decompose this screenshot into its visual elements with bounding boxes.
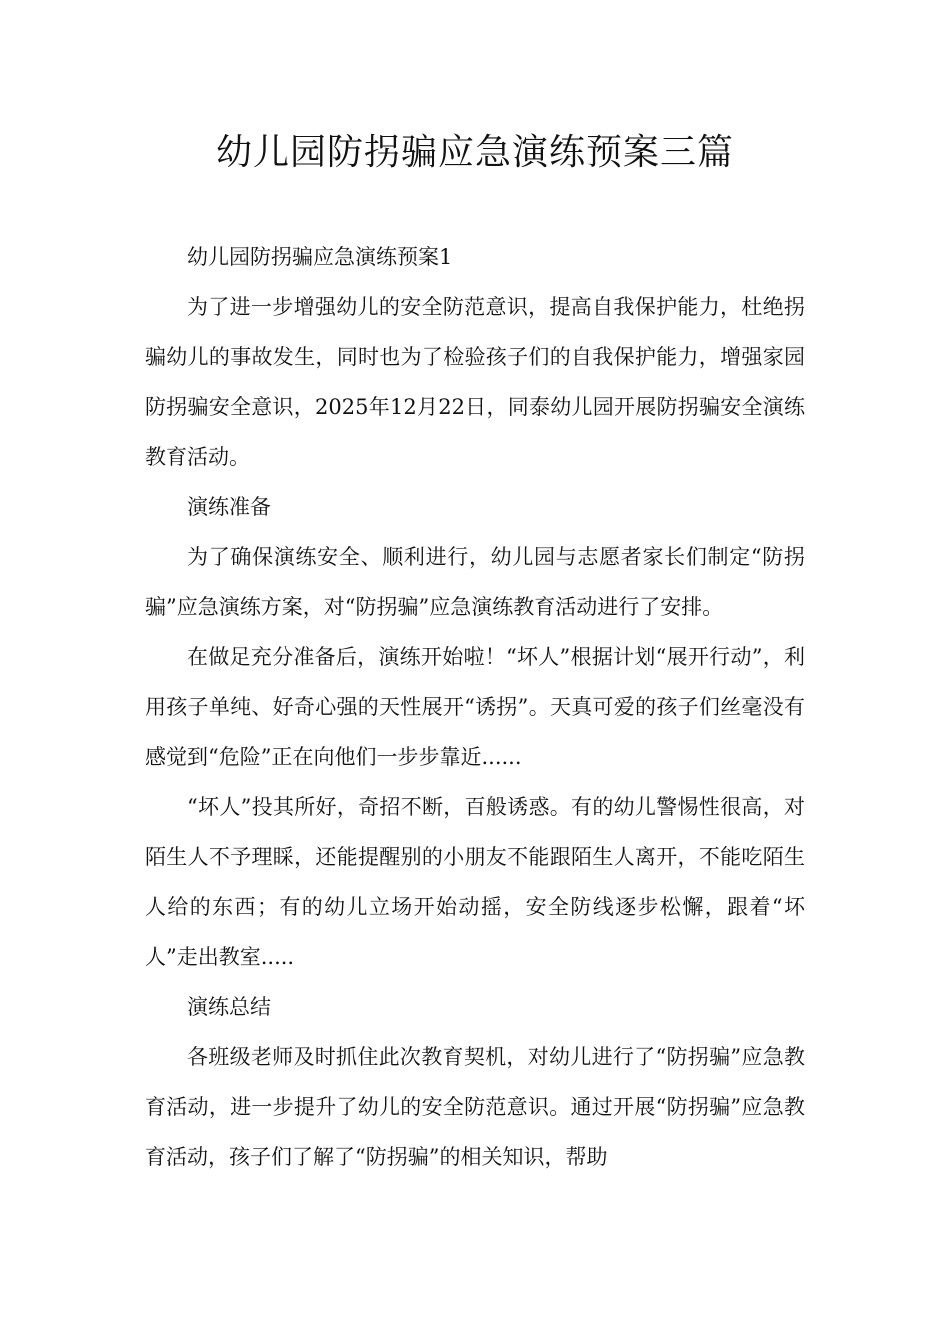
- paragraph-temptation: “坏人”投其所好，奇招不断，百般诱惑。有的幼儿警惕性很高，对陌生人不予理睬，还能提醒别的小朋友不能跟陌生人离开，不能吃陌生人给的东西；有的幼儿立场开始动摇，安全防线逐步松懈，跟着“坏人”走出教室.....: [145, 795, 805, 969]
- paragraph-drill-start: 在做足充分准备后，演练开始啦！“坏人”根据计划“展开行动”，利用孩子单纯、好奇心强的天性展开“诱拐”。天真可爱的孩子们丝毫没有感觉到“危险”正在向他们一步步靠近......: [145, 645, 805, 769]
- document-body: [145, 232, 805, 1182]
- document-title: 幼儿园防拐骗应急演练预案三篇: [215, 132, 734, 173]
- section-heading-summary: 演练总结: [187, 995, 271, 1019]
- paragraph-summary: 各班级老师及时抓住此次教育契机，对幼儿进行了“防拐骗”应急教育活动，进一步提升了幼儿的安全防范意识。通过开展“防拐骗”应急教育活动，孩子们了解了“防拐骗”的相关知识，帮助: [145, 1045, 805, 1169]
- paragraph-preparation: 为了确保演练安全、顺利进行，幼儿园与志愿者家长们制定“防拐骗”应急演练方案，对“防拐骗”应急演练教育活动进行了安排。: [145, 545, 805, 619]
- section-heading-preparation: 演练准备: [187, 495, 271, 519]
- section-heading-plan-1: 幼儿园防拐骗应急演练预案1: [187, 245, 453, 269]
- paragraph-intro: 为了进一步增强幼儿的安全防范意识，提高自我保护能力，杜绝拐骗幼儿的事故发生，同时也为了检验孩子们的自我保护能力，增强家园防拐骗安全意识，2025年12月22日，同泰幼儿园开展防拐骗安全演练教育活动。: [145, 295, 805, 469]
